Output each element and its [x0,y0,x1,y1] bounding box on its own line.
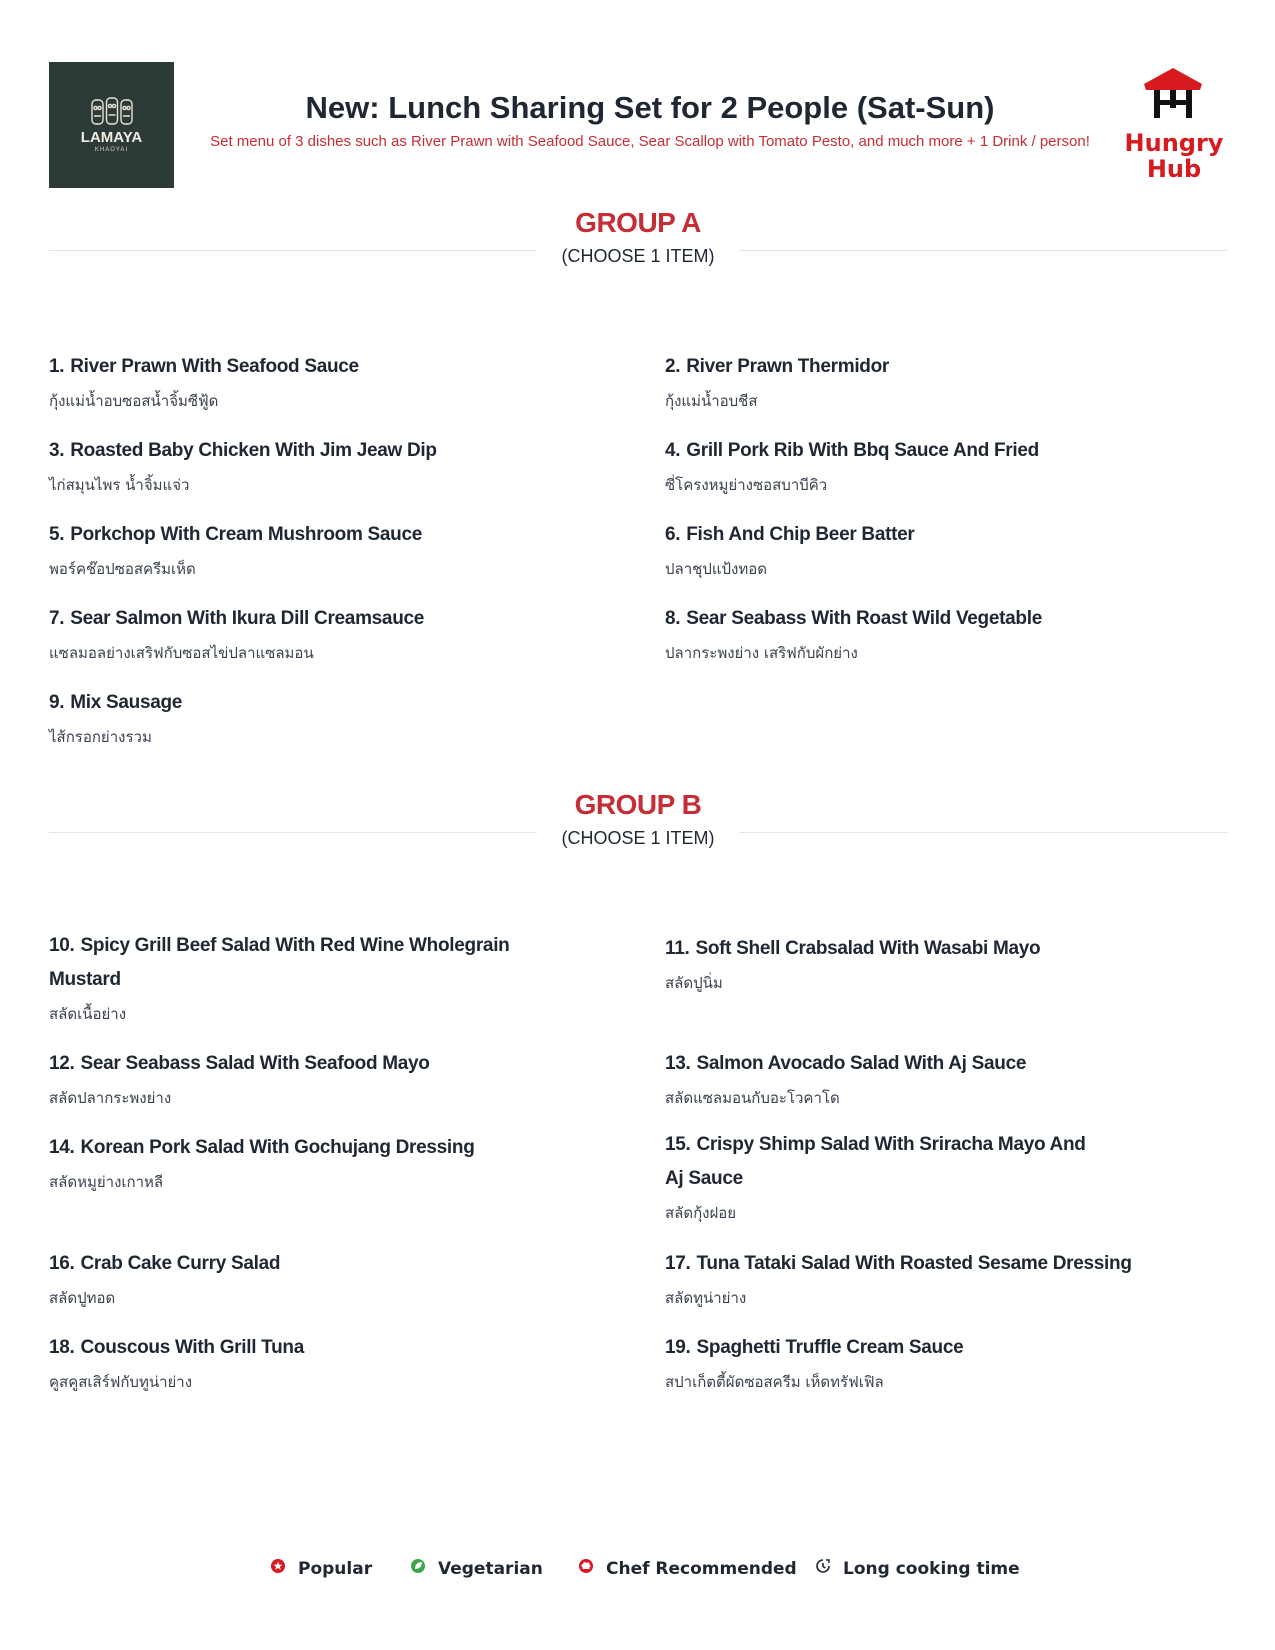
divider [49,250,537,251]
group-b-header [49,787,1227,849]
legend [0,1558,1275,1588]
item-thai-name: คูสคูสเสิร์ฟกับทูน่าย่าง [49,1373,193,1391]
legend-chef-recommended [578,1558,797,1579]
legend-popular [270,1558,372,1579]
group-a-header [49,205,1227,267]
item-thai-name: ไก่สมุนไพร น้ำจิ้มแจ่ว [49,476,190,494]
group-title: GROUP B [574,789,702,820]
item-thai-name: สลัดกุ้งฝอย [665,1204,737,1222]
page-subtitle: Set menu of 3 dishes such as River Prawn with Seafood Sauce, Sear Scallop with Tomato Pesto, and much more + 1 Drink / person! [210,133,1090,150]
chef-recommended-icon [578,1558,594,1579]
menu-item [665,518,1125,580]
divider [739,832,1227,833]
legend-label: Chef Recommended [606,1558,797,1579]
item-thai-name: กุ้งแม่น้ำอบซอสน้ำจิ้มซีฟู้ด [49,392,219,410]
divider [739,250,1227,251]
item-number: 10. [49,935,75,956]
item-number: 8. [665,608,681,629]
item-thai-name: สปาเก็ตตี้ผัดซอสครีม เห็ดทรัฟเฟิล [665,1373,884,1391]
item-number: 19. [665,1337,691,1358]
item-name: Crispy Shimp Salad With Sriracha Mayo And Aj Sauce [665,1134,1086,1189]
tiki-masks-icon [89,97,135,127]
item-name: Fish And Chip Beer Batter [686,524,915,545]
legend-label: Long cooking time [843,1558,1020,1579]
item-name: Sear Seabass Salad With Seafood Mayo [80,1053,430,1074]
table-icon [1118,66,1228,130]
item-name: Sear Seabass With Roast Wild Vegetable [686,608,1042,629]
header [190,88,1110,152]
item-number: 16. [49,1253,75,1274]
item-thai-name: สลัดปลากระพงย่าง [49,1089,172,1107]
item-thai-name: ปลาชุปแป้งทอด [665,560,767,578]
menu-item [49,602,509,664]
item-name: River Prawn With Seafood Sauce [70,356,359,377]
hungry-hub-logo [1118,66,1228,186]
item-name: Soft Shell Crabsalad With Wasabi Mayo [695,938,1041,959]
vegetarian-icon [410,1558,426,1579]
item-thai-name: พอร์คช๊อปซอสครีมเห็ด [49,560,196,578]
item-number: 2. [665,356,681,377]
item-number: 12. [49,1053,75,1074]
legend-long-cooking-time [815,1558,1020,1579]
item-name: Roasted Baby Chicken With Jim Jeaw Dip [70,440,437,461]
item-name: Sear Salmon With Ikura Dill Creamsauce [70,608,425,629]
item-number: 6. [665,524,681,545]
item-name: Tuna Tataki Salad With Roasted Sesame Dressing [696,1253,1132,1274]
item-thai-name: แซลมอลย่างเสริฟกับซอสไข่ปลาแซลมอน [49,644,314,662]
item-number: 5. [49,524,65,545]
item-thai-name: ปลากระพงย่าง เสริฟกับผักย่าง [665,644,858,662]
partner-logo-line1: Hungry [1124,129,1224,157]
menu-item [49,686,509,748]
menu-item [665,932,1125,994]
menu-item [665,350,1125,412]
menu-item [49,1047,509,1109]
item-name: Crab Cake Curry Salad [80,1253,281,1274]
group-note: (CHOOSE 1 ITEM) [561,246,715,266]
restaurant-logo-sub: KHAOYAI [94,147,129,153]
item-number: 18. [49,1337,75,1358]
item-number: 4. [665,440,681,461]
item-name: Couscous With Grill Tuna [80,1337,304,1358]
menu-item [49,1331,509,1393]
item-number: 15. [665,1134,691,1155]
item-name: Grill Pork Rib With Bbq Sauce And Fried [686,440,1039,461]
menu-item [665,602,1125,664]
item-name: Spicy Grill Beef Salad With Red Wine Wholegrain Mustard [49,935,510,990]
item-name: Korean Pork Salad With Gochujang Dressing [80,1137,475,1158]
item-thai-name: สลัดแซลมอนกับอะโวคาโด [665,1089,840,1107]
menu-item [665,1128,1105,1224]
item-thai-name: สลัดเนื้อย่าง [49,1005,127,1023]
item-thai-name: กุ้งแม่น้ำอบชีส [665,392,758,410]
menu-item [49,929,519,1025]
item-number: 13. [665,1053,691,1074]
menu-item [665,1247,1145,1309]
item-number: 14. [49,1137,75,1158]
long-cooking-time-icon [815,1558,831,1579]
item-thai-name: สลัดหมูย่างเกาหลี [49,1173,164,1191]
item-name: Spaghetti Truffle Cream Sauce [696,1337,964,1358]
group-title: GROUP A [575,207,701,238]
legend-label: Vegetarian [438,1558,543,1579]
item-thai-name: สลัดทูน่าย่าง [665,1289,747,1307]
menu-item [49,1247,509,1309]
item-thai-name: สลัดปูทอด [49,1289,116,1307]
restaurant-logo [49,62,174,188]
legend-label: Popular [298,1558,373,1579]
menu-item [49,1131,509,1193]
item-thai-name: ซี่โครงหมูย่างซอสบาบีคิว [665,476,828,494]
menu-item [49,434,509,496]
popular-icon [270,1558,286,1579]
menu-item [49,518,509,580]
menu-item [665,434,1125,496]
item-name: Salmon Avocado Salad With Aj Sauce [696,1053,1027,1074]
item-number: 11. [665,938,690,959]
restaurant-logo-text: LAMAYA [80,129,143,146]
item-number: 9. [49,692,65,713]
item-number: 3. [49,440,65,461]
partner-logo-line2: Hub [1146,155,1202,183]
menu-item [49,350,509,412]
divider [49,832,537,833]
menu-item [665,1331,1125,1393]
item-number: 1. [49,356,65,377]
group-note: (CHOOSE 1 ITEM) [561,828,715,848]
item-thai-name: สลัดปูนิ่ม [665,974,723,992]
item-name: Mix Sausage [70,692,183,713]
item-thai-name: ไส้กรอกย่างรวม [49,728,152,746]
page-title: New: Lunch Sharing Set for 2 People (Sat-Sun) [305,90,995,125]
menu-item [665,1047,1125,1109]
item-name: Porkchop With Cream Mushroom Sauce [70,524,422,545]
item-number: 7. [49,608,65,629]
item-name: River Prawn Thermidor [686,356,890,377]
legend-vegetarian [410,1558,543,1579]
item-number: 17. [665,1253,691,1274]
